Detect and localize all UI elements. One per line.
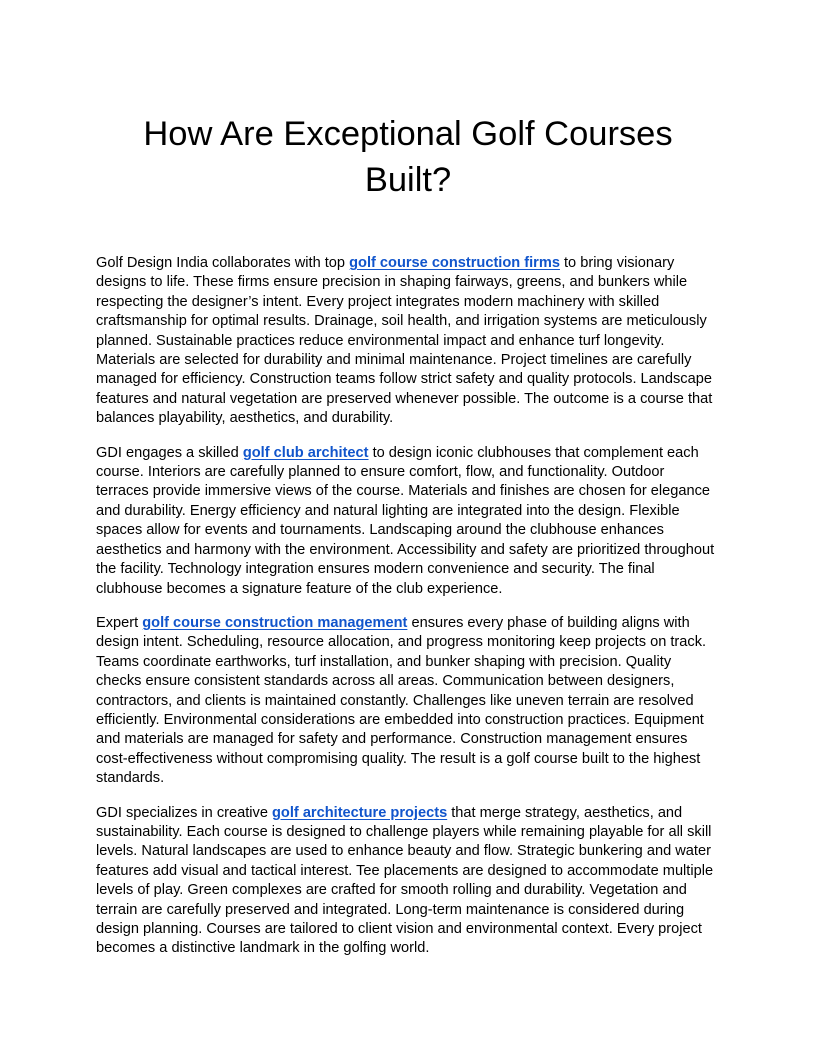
paragraph-text: that merge strategy, aesthetics, and sustainability. Each course is designed to challenge players while remaining playable for all skill levels. Natural landscapes are used to enhance beauty and flow. Strategic bunkering and water features add visual and tactical interest. Tee placements are designed to accommodate multiple levels of play. Green complexes are crafted for smooth rolling and durability. Vegetation and terrain are carefully preserved and integrated. Long-term maintenance is considered during design planning. Courses are tailored to client vision and environmental context. Every project becomes a distinctive landmark in the golfing world. [96, 804, 714, 957]
paragraph-text: ensures every phase of building aligns with design intent. Scheduling, resource allocation, and progress monitoring keep projects on track. Teams coordinate earthworks, turf installation, and bunker shaping with precision. Quality checks ensure consistent standards across all areas. Communication between designers, contractors, and clients is maintained constantly. Challenges like uneven terrain are resolved efficiently. Environmental considerations are embedded into construction practices. Equipment and materials are managed for safety and performance. Construction management ensures cost-effectiveness without compromising quality. The result is a golf course built to the highest standards. [96, 614, 707, 787]
paragraph-architecture-projects [96, 804, 720, 959]
link-golf-course-construction-management[interactable]: golf course construction management [142, 614, 408, 631]
paragraph-construction-firms [96, 254, 720, 429]
paragraph-text: GDI specializes in creative [96, 804, 273, 821]
document-body [96, 254, 720, 974]
paragraph-text: Expert [96, 614, 143, 631]
paragraph-club-architect [96, 444, 720, 599]
paragraph-text: to design iconic clubhouses that complement each course. Interiors are carefully planned to ensure comfort, flow, and functionality. Outdoor terraces provide immersive views of the course. Materials and finishes are chosen for elegance and durability. Energy efficiency and natural lighting are integrated into the design. Flexible spaces allow for events and tournaments. Landscaping around the clubhouse enhances aesthetics and harmony with the environment. Accessibility and safety are prioritized throughout the facility. Technology integration ensures modern convenience and security. The final clubhouse becomes a signature feature of the club experience. [96, 444, 715, 597]
paragraph-text: GDI engages a skilled [96, 444, 243, 461]
link-golf-club-architect[interactable]: golf club architect [242, 444, 369, 461]
paragraph-construction-management [96, 614, 720, 789]
page-title: How Are Exceptional Golf Courses Built? [143, 115, 673, 199]
link-golf-architecture-projects[interactable]: golf architecture projects [272, 804, 448, 821]
paragraph-text: to bring visionary designs to life. These firms ensure precision in shaping fairways, greens, and bunkers while respecting the designer’s intent. Every project integrates modern machinery with skilled craftsmanship for optimal results. Drainage, soil health, and irrigation systems are meticulously planned. Sustainable practices reduce environmental impact and enhance turf longevity. Materials are selected for durability and minimal maintenance. Project timelines are carefully managed for efficiency. Construction teams follow strict safety and quality protocols. Landscape features and natural vegetation are preserved whenever possible. The outcome is a course that balances playability, aesthetics, and durability. [96, 255, 713, 427]
link-golf-course-construction-firms[interactable]: golf course construction firms [349, 255, 560, 271]
paragraph-text: Golf Design India collaborates with top [96, 255, 350, 271]
